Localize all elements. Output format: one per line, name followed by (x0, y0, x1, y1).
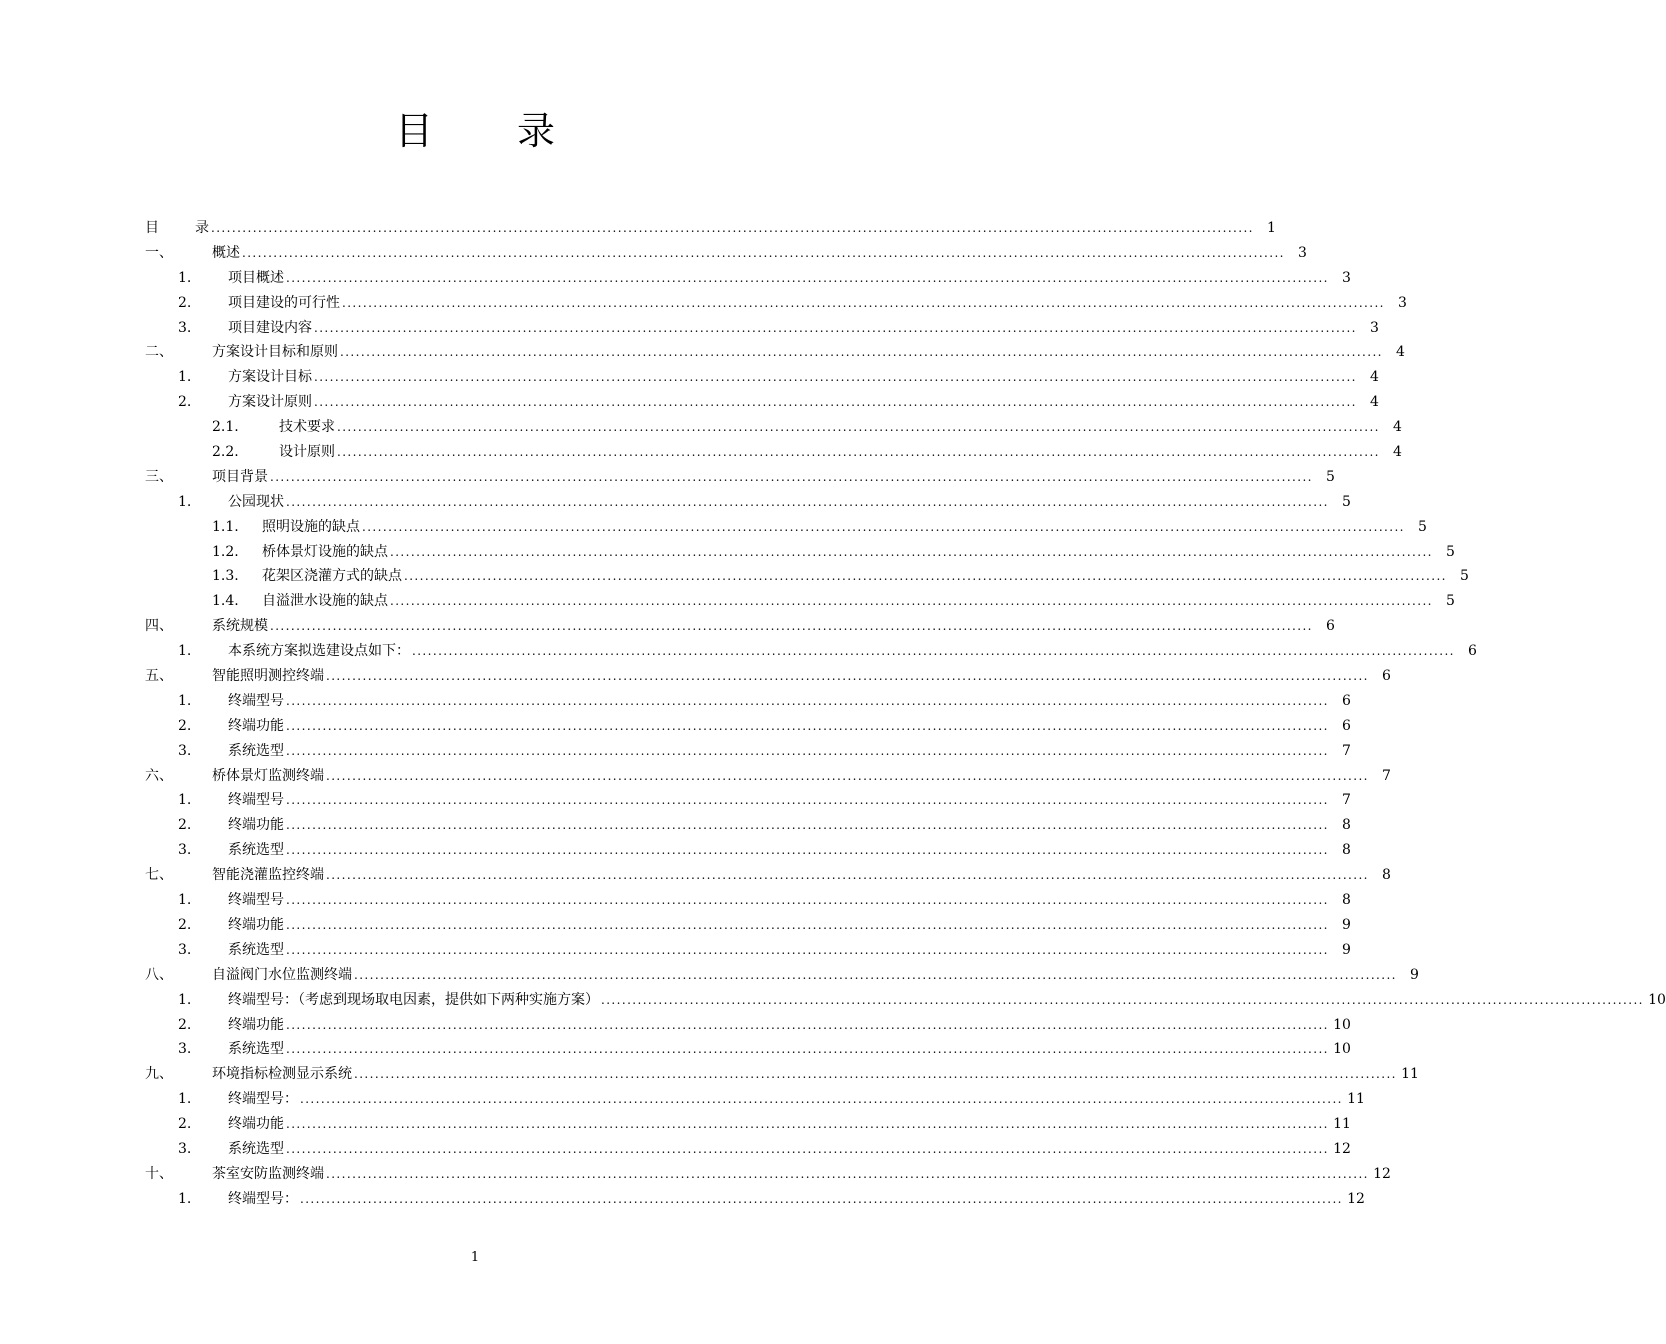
toc-entry-title: 系统选型 (228, 1041, 284, 1058)
toc-leader-dots: ........................................................................................................................................................................................................ (404, 569, 1447, 584)
toc-entry-page: 6 (1325, 618, 1335, 635)
toc-leader-dots: ........................................................................................................................................................................................................ (340, 345, 1383, 360)
toc-entry-title: 桥体景灯设施的缺点 (262, 543, 388, 560)
toc-entry[interactable] (145, 664, 1391, 689)
toc-leader-dots: ........................................................................................................................................................................................................ (337, 445, 1380, 460)
toc-entry-number: 3. (178, 742, 192, 759)
toc-entry[interactable] (145, 1013, 1351, 1038)
toc-leader-dots: ........................................................................................................................................................................................................ (412, 644, 1455, 659)
toc-entry[interactable] (145, 788, 1351, 813)
toc-leader-dots: ........................................................................................................................................................................................................ (286, 1117, 1329, 1132)
toc-entry[interactable] (145, 266, 1351, 291)
toc-entry-number: 1. (178, 1091, 192, 1108)
toc-leader-dots: ........................................................................................................................................................................................................ (286, 718, 1329, 733)
toc-entry-number: 3. (178, 842, 192, 859)
toc-entry-title: 项目建设的可行性 (228, 294, 340, 311)
toc-entry[interactable] (145, 465, 1335, 490)
toc-entry-number: 1. (178, 643, 192, 660)
toc-leader-dots: ........................................................................................................................................................................................................ (286, 693, 1329, 708)
toc-entry-page: 12 (1347, 1190, 1365, 1207)
toc-leader-dots: ........................................................................................................................................................................................................ (314, 320, 1357, 335)
toc-leader-dots: ........................................................................................................................................................................................................ (326, 1166, 1369, 1181)
toc-entry[interactable] (145, 838, 1351, 863)
toc-entry-title: 终端型号 (228, 692, 284, 709)
toc-entry[interactable] (145, 515, 1427, 540)
toc-entry-page: 9 (1341, 916, 1351, 933)
toc-entry[interactable] (145, 440, 1402, 465)
toc-leader-dots: ........................................................................................................................................................................................................ (337, 420, 1380, 435)
toc-entry-number: 1.3. (212, 568, 239, 585)
toc-entry-number: 八、 (145, 966, 173, 983)
toc-entry-number: 1. (178, 269, 192, 286)
toc-entry-title: 项目建设内容 (228, 319, 312, 336)
toc-entry-number: 1. (178, 991, 192, 1008)
toc-leader-dots: ........................................................................................................................................................................................................ (300, 1191, 1343, 1206)
toc-entry-title: 方案设计原则 (228, 394, 312, 411)
toc-entry-number: 2.1. (212, 419, 239, 436)
toc-entry-page: 8 (1341, 842, 1351, 859)
toc-entry-page: 5 (1445, 593, 1455, 610)
toc-entry-page: 4 (1392, 444, 1402, 461)
toc-leader-dots: ........................................................................................................................................................................................................ (286, 843, 1329, 858)
toc-leader-dots: ........................................................................................................................................................................................................ (326, 669, 1369, 684)
toc-leader-dots: ........................................................................................................................................................................................................ (286, 1141, 1329, 1156)
toc-entry-number: 3. (178, 941, 192, 958)
toc-leader-dots: ........................................................................................................................................................................................................ (314, 370, 1357, 385)
toc-entry-number: 2. (178, 817, 192, 834)
toc-entry-page: 6 (1381, 668, 1391, 685)
toc-entry[interactable] (145, 714, 1351, 739)
toc-entry-title: 茶室安防监测终端 (212, 1165, 324, 1182)
toc-entry-title: 环境指标检测显示系统 (212, 1066, 352, 1083)
toc-entry-title: 照明设施的缺点 (262, 518, 360, 535)
toc-entry-number: 目 (145, 220, 159, 236)
toc-leader-dots: ........................................................................................................................................................................................................ (354, 967, 1397, 982)
toc-entry-page: 8 (1381, 867, 1391, 884)
toc-entry-title: 系统选型 (228, 941, 284, 958)
toc-entry-number: 2. (178, 394, 192, 411)
toc-entry-number: 2. (178, 717, 192, 734)
toc-entry-page: 6 (1467, 643, 1477, 660)
toc-entry-title: 终端型号：（考虑到现场取电因素，提供如下两种实施方案） (228, 991, 599, 1008)
toc-entry-number: 1. (178, 692, 192, 709)
toc-entry-number: 七、 (145, 867, 173, 884)
toc-entry-number: 二、 (145, 344, 173, 361)
toc-entry-page: 11 (1401, 1066, 1419, 1083)
toc-entry-title: 自溢阀门水位监测终端 (212, 966, 352, 983)
toc-entry[interactable] (145, 913, 1351, 938)
toc-entry[interactable] (145, 813, 1351, 838)
toc-entry-title: 系统选型 (228, 1140, 284, 1157)
toc-leader-dots: ........................................................................................................................................................................................................ (286, 793, 1329, 808)
toc-entry-title: 本系统方案拟选建设点如下： (228, 643, 410, 660)
toc-entry-page: 7 (1341, 792, 1351, 809)
toc-entry-title: 终端功能 (228, 817, 284, 834)
toc-entry-title: 终端型号 (228, 792, 284, 809)
toc-entry-title: 智能浇灌监控终端 (212, 867, 324, 884)
toc-entry-title: 终端功能 (228, 1016, 284, 1033)
toc-entry-title: 项目概述 (228, 269, 284, 286)
toc-entry-page: 11 (1347, 1091, 1365, 1108)
toc-entry-page: 8 (1341, 817, 1351, 834)
toc-entry-page: 5 (1341, 493, 1351, 510)
toc-entry-title: 概述 (212, 244, 240, 261)
toc-entry-title: 桥体景灯监测终端 (212, 767, 324, 784)
toc-entry-title: 系统选型 (228, 842, 284, 859)
toc-leader-dots: ........................................................................................................................................................................................................ (342, 295, 1385, 310)
toc-entry-number: 1.2. (212, 543, 239, 560)
toc-leader-dots: ........................................................................................................................................................................................................ (390, 594, 1433, 609)
toc-entry-number: 四、 (145, 618, 173, 635)
toc-entry-number: 五、 (145, 668, 173, 685)
toc-entry[interactable] (145, 689, 1351, 714)
page-title (0, 100, 950, 155)
toc-entry-page: 5 (1459, 568, 1469, 585)
toc-entry-title: 智能照明测控终端 (212, 668, 324, 685)
toc-leader-dots: ........................................................................................................................................................................................................ (326, 868, 1369, 883)
toc-entry[interactable] (145, 1037, 1351, 1062)
toc-entry-page: 6 (1341, 717, 1351, 734)
toc-entry[interactable] (145, 938, 1351, 963)
toc-entry-page: 3 (1297, 244, 1307, 261)
toc-entry-page: 5 (1445, 543, 1455, 560)
toc-leader-dots: ........................................................................................................................................................................................................ (286, 270, 1329, 285)
toc-entry-title: 项目背景 (212, 468, 268, 485)
toc-entry-page: 10 (1333, 1041, 1351, 1058)
toc-entry-page: 12 (1333, 1140, 1351, 1157)
toc-entry[interactable] (145, 540, 1455, 565)
toc-entry[interactable] (145, 739, 1351, 764)
title-char-1: 目 (394, 109, 433, 153)
toc-entry[interactable] (145, 589, 1455, 614)
toc-entry-number: 1.4. (212, 593, 239, 610)
toc-entry-page: 9 (1341, 941, 1351, 958)
toc-entry-page: 5 (1417, 518, 1427, 535)
toc-entry-title: 技术要求 (279, 419, 335, 436)
toc-leader-dots: ........................................................................................................................................................................................................ (211, 221, 1254, 235)
toc-entry[interactable] (145, 365, 1379, 390)
title-char-2: 录 (517, 109, 556, 153)
toc-entry[interactable] (145, 216, 1276, 241)
toc-entry-number: 2. (178, 294, 192, 311)
toc-entry-page: 11 (1333, 1116, 1351, 1133)
toc-entry-page: 5 (1325, 468, 1335, 485)
toc-entry-number: 3. (178, 319, 192, 336)
toc-leader-dots: ........................................................................................................................................................................................................ (270, 469, 1313, 484)
toc-leader-dots: ........................................................................................................................................................................................................ (314, 395, 1357, 410)
toc-entry-page: 10 (1333, 1016, 1351, 1033)
toc-entry-number: 一、 (145, 244, 173, 261)
toc-leader-dots: ........................................................................................................................................................................................................ (390, 544, 1433, 559)
toc-entry-page: 8 (1341, 892, 1351, 909)
page-number: 1 (470, 1250, 480, 1265)
toc-leader-dots: ........................................................................................................................................................................................................ (354, 1067, 1397, 1082)
toc-entry[interactable] (145, 340, 1405, 365)
toc-entry-number: 三、 (145, 468, 173, 485)
toc-leader-dots: ........................................................................................................................................................................................................ (286, 893, 1329, 908)
toc-entry[interactable] (145, 614, 1335, 639)
toc-entry[interactable] (145, 291, 1407, 316)
toc-entry-number: 1. (178, 892, 192, 909)
toc-entry-page: 4 (1369, 394, 1379, 411)
table-of-contents (145, 216, 1666, 1212)
toc-entry-page: 10 (1648, 991, 1666, 1008)
toc-entry-number: 1.1. (212, 518, 239, 535)
toc-entry-page: 7 (1341, 742, 1351, 759)
toc-entry-page: 6 (1341, 692, 1351, 709)
toc-entry-title: 设计原则 (279, 444, 335, 461)
toc-entry-title: 终端型号： (228, 1091, 298, 1108)
toc-entry-number: 2. (178, 1116, 192, 1133)
toc-entry[interactable] (145, 316, 1379, 341)
toc-leader-dots: ........................................................................................................................................................................................................ (601, 992, 1644, 1007)
toc-entry-title: 录 (195, 220, 209, 236)
toc-entry-title: 终端功能 (228, 916, 284, 933)
toc-entry-page: 4 (1369, 369, 1379, 386)
toc-entry-title: 终端型号： (228, 1190, 298, 1207)
toc-leader-dots: ........................................................................................................................................................................................................ (286, 917, 1329, 932)
toc-entry-title: 系统规模 (212, 618, 268, 635)
toc-entry-number: 1. (178, 369, 192, 386)
toc-entry-title: 花架区浇灌方式的缺点 (262, 568, 402, 585)
toc-leader-dots: ........................................................................................................................................................................................................ (286, 818, 1329, 833)
toc-entry-title: 公园现状 (228, 493, 284, 510)
toc-entry-page: 4 (1392, 419, 1402, 436)
toc-entry[interactable] (145, 564, 1469, 589)
toc-entry-page: 12 (1373, 1165, 1391, 1182)
toc-leader-dots: ........................................................................................................................................................................................................ (286, 942, 1329, 957)
toc-entry-title: 自溢泄水设施的缺点 (262, 593, 388, 610)
toc-leader-dots: ........................................................................................................................................................................................................ (270, 619, 1313, 634)
toc-leader-dots: ........................................................................................................................................................................................................ (300, 1092, 1343, 1107)
toc-leader-dots: ........................................................................................................................................................................................................ (362, 519, 1405, 534)
toc-entry[interactable] (145, 963, 1419, 988)
toc-entry[interactable] (145, 1187, 1365, 1212)
toc-leader-dots: ........................................................................................................................................................................................................ (326, 768, 1369, 783)
toc-entry-page: 1 (1266, 220, 1276, 236)
toc-entry-page: 7 (1381, 767, 1391, 784)
toc-entry[interactable] (145, 1137, 1351, 1162)
toc-entry[interactable] (145, 639, 1477, 664)
toc-entry[interactable] (145, 390, 1379, 415)
toc-entry[interactable] (145, 764, 1391, 789)
toc-entry-page: 9 (1409, 966, 1419, 983)
toc-entry-page: 3 (1369, 319, 1379, 336)
toc-entry-number: 3. (178, 1140, 192, 1157)
toc-entry[interactable] (145, 490, 1351, 515)
toc-entry-page: 3 (1341, 269, 1351, 286)
toc-entry-number: 2. (178, 916, 192, 933)
toc-leader-dots: ........................................................................................................................................................................................................ (286, 1042, 1329, 1057)
toc-leader-dots: ........................................................................................................................................................................................................ (286, 743, 1329, 758)
toc-entry[interactable] (145, 1162, 1391, 1187)
toc-leader-dots: ........................................................................................................................................................................................................ (286, 1017, 1329, 1032)
toc-entry-number: 2.2. (212, 444, 239, 461)
toc-entry-number: 2. (178, 1016, 192, 1033)
toc-entry-title: 终端功能 (228, 1116, 284, 1133)
toc-entry-title: 方案设计目标和原则 (212, 344, 338, 361)
toc-entry-number: 六、 (145, 767, 173, 784)
toc-entry-number: 1. (178, 1190, 192, 1207)
toc-entry[interactable] (145, 988, 1666, 1013)
toc-entry-title: 方案设计目标 (228, 369, 312, 386)
toc-entry[interactable] (145, 1087, 1365, 1112)
toc-entry-title: 终端型号 (228, 892, 284, 909)
toc-entry[interactable] (145, 1112, 1351, 1137)
toc-entry-number: 十、 (145, 1165, 173, 1182)
toc-entry[interactable] (145, 415, 1402, 440)
toc-leader-dots: ........................................................................................................................................................................................................ (286, 494, 1329, 509)
toc-entry-page: 4 (1395, 344, 1405, 361)
toc-entry-page: 3 (1397, 294, 1407, 311)
toc-entry[interactable] (145, 863, 1391, 888)
toc-entry-number: 3. (178, 1041, 192, 1058)
toc-leader-dots: ........................................................................................................................................................................................................ (242, 245, 1285, 260)
toc-entry-title: 终端功能 (228, 717, 284, 734)
toc-entry[interactable] (145, 888, 1351, 913)
toc-entry-number: 1. (178, 493, 192, 510)
toc-entry-number: 九、 (145, 1066, 173, 1083)
toc-entry-number: 1. (178, 792, 192, 809)
toc-entry-title: 系统选型 (228, 742, 284, 759)
toc-entry[interactable] (145, 1062, 1419, 1087)
toc-entry[interactable] (145, 241, 1307, 266)
